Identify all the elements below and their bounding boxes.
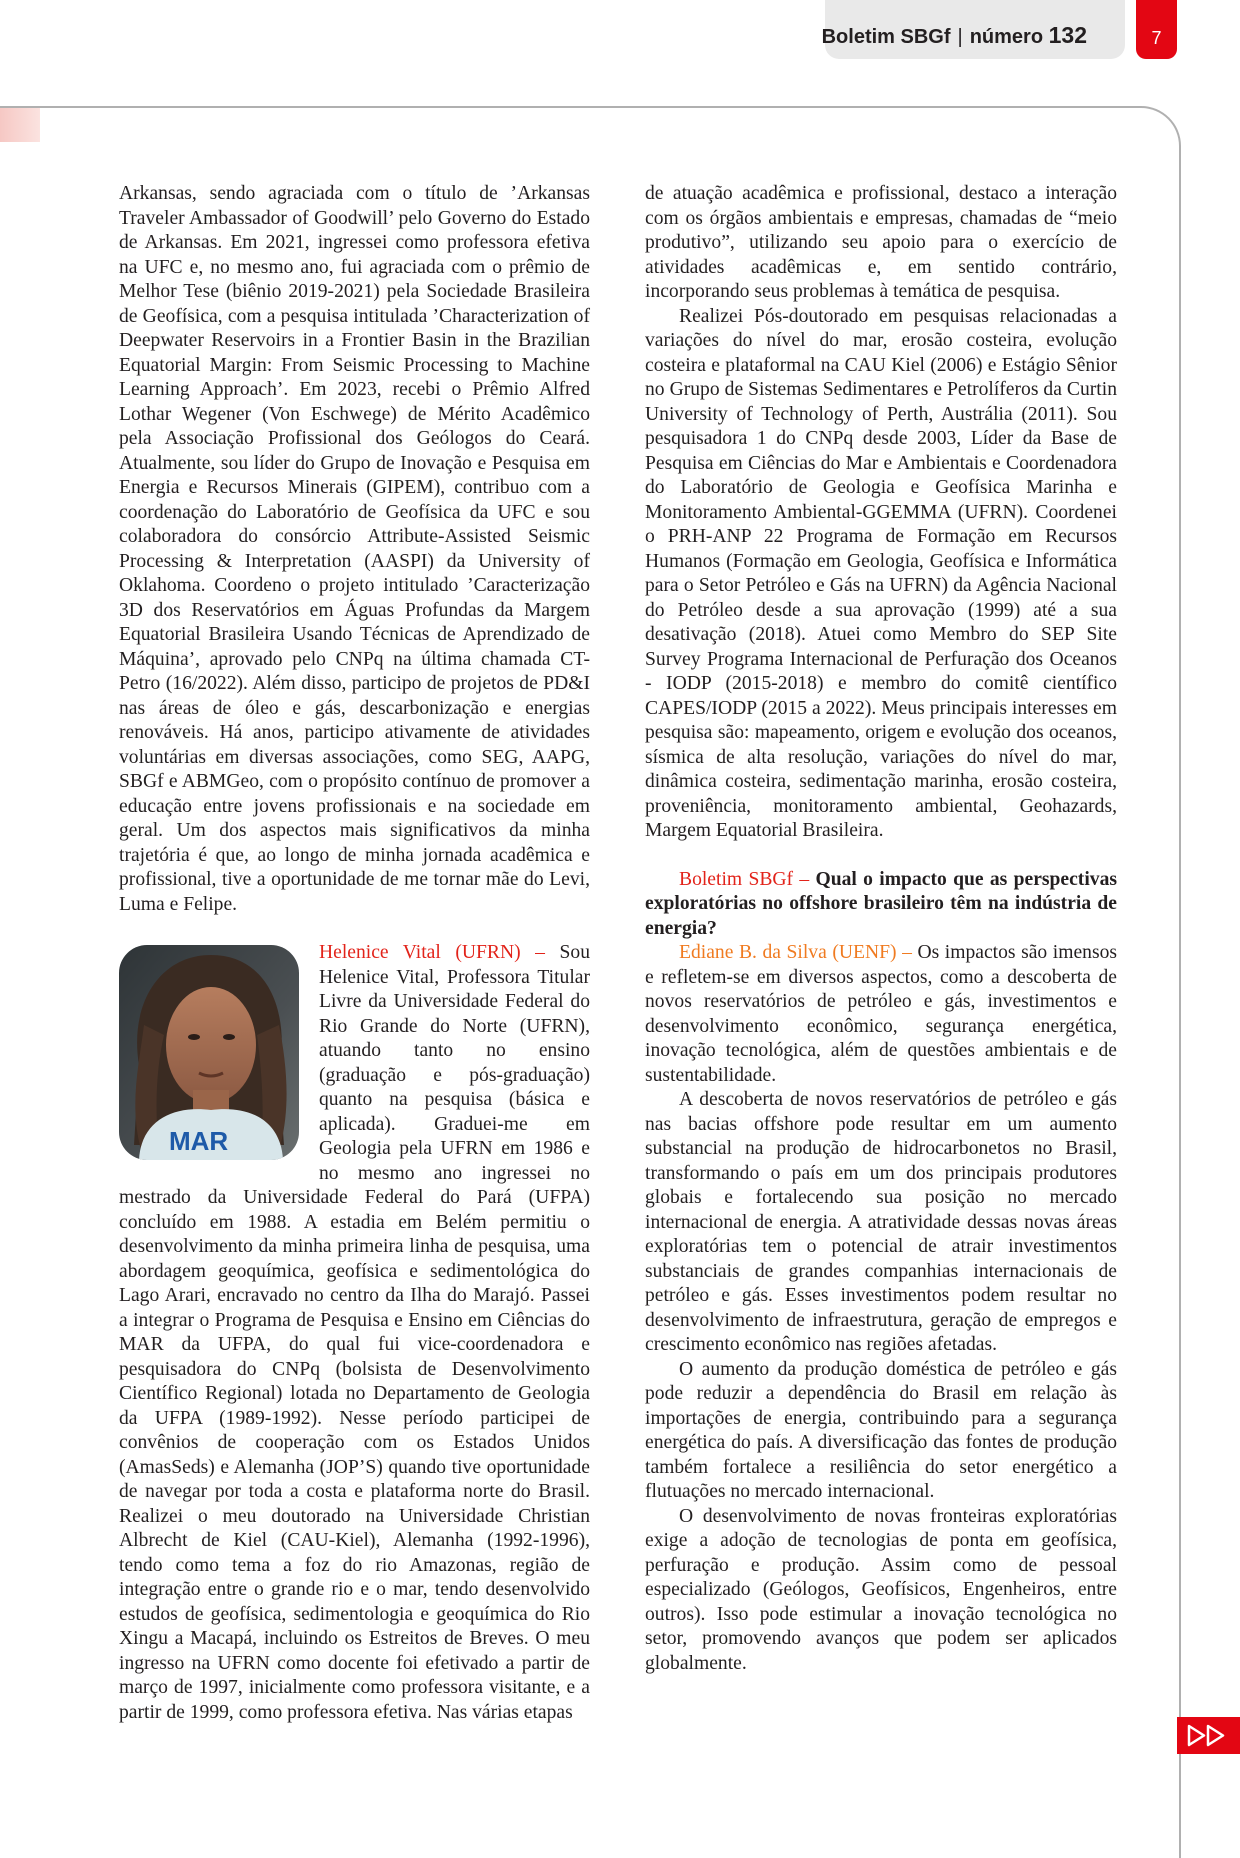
right-paragraph-2: Realizei Pós-doutorado em pesquisas relacionadas a variações do nível do mar, erosão costeira, evolução costeira e plataformal na CAU Kiel (2006) e Estágio Sênior no Grupo de Sistemas Sedimentares e Petrolíferos da Curtin University of Technology of Perth, Austrália (2011). Sou pesquisadora 1 do CNPq desde 2003, Líder da Base de Pesquisa em Ciências do Mar e Ambientais e Coordenadora do Laboratório de Geologia e Geofísica Marinha e Monitoramento Ambiental-GGEMMA (UFRN). Coordenei o PRH-ANP 22 Programa de Formação em Recursos Humanos (Formação em Geologia, Geofísica e Informática para o Setor Petróleo e Gás na UFRN) da Agência Nacional do Petróleo desde a sua aprovação (1999) até a sua desativação (2018). Atuei como Membro do SEP Site Survey Programa Internacional de Perfuração dos Oceanos - IODP (2015-2018) e membro do comitê científico CAPES/IODP (2015 a 2022). Meus principais interesses em pesquisa são: mapeamento, origem e evolução dos oceanos, sísmica de alta resolução, variações do nível do mar, dinâmica costeira, sedimentação marinha, erosão costeira, proveniência, monitoramento ambiental, Geohazards, Margem Equatorial Brasileira. [645,305,1117,841]
answer-paragraph-2: A descoberta de novos reservatórios de petróleo e gás nas bacias offshore pode resultar em um aumento substancial na produção de hidrocarbonetos no Brasil, transformando o país em um dos principais produtores globais e fortalecendo sua posição no mercado internacional de energia. A atratividade dessas novas áreas exploratórias tem o potencial de atrair investimentos substanciais de grandes companhias internacionais de petróleo e gás. Esses investimentos podem resultar no desenvolvimento de infraestrutura, geração de empregos e crescimento econômico nas regiões afetadas. [645,1089,1117,1355]
page-number-tab [1136,0,1177,59]
portrait-photo [119,945,299,1160]
double-triangle-right-icon [1177,1717,1240,1754]
header-separator: | [957,26,963,48]
next-page-button[interactable] [1177,1717,1240,1754]
answer-paragraph-3: O aumento da produção doméstica de petróleo e gás pode reduzir a dependência do Brasil em relação às importações de energia, contribuindo para a segurança energética do país. A diversificação das fontes de produção também fortalece a resiliência do setor energético a flutuações no mercado internacional. [645,1358,1117,1502]
left-paragraph-1: Arkansas, sendo agraciada com o título de ’Arkansas Traveler Ambassador of Goodwill’ pelo Governo do Estado de Arkansas. Em 2021, ingressei como professora efetiva na UFC e, no mesmo ano, fui agraciada com o prêmio de Melhor Tese (biênio 2019-2021) pela Sociedade Brasileira de Geofísica, com a pesquisa intitulada ’Characterization of Deepwater Reservoirs in a Frontier Basin in the Brazilian Equatorial Margin: From Seismic Processing to Machine Learning Approach’. Em 2023, recebi o Prêmio Alfred Lothar Wegener (Von Eschwege) de Mérito Acadêmico pela Associação Profissional dos Geólogos do Ceará. Atualmente, sou líder do Grupo de Inovação e Pesquisa em Energia e Recursos Minerais (GIPEM), contribuo com a coordenação do Laboratório de Geofísica da UFC e sou colaboradora do consórcio Attribute-Assisted Seismic Processing & Interpretation (AASPI) da University of Oklahoma. Coordeno o projeto intitulado ’Caracterização 3D dos Reservatórios em Águas Profundas da Margem Equatorial Brasileira Usando Técnicas de Aprendizado de Máquina’, aprovado pelo CNPq na última chamada CT-Petro (16/2022). Além disso, participo de projetos de PD&I nas áreas de óleo e gás, descarbonização e energias renováveis. Há anos, participo ativamente de atividades voluntárias em diversas associações, como SEG, AAPG, SBGf e ABMGeo, com o propósito contínuo de promover a educação entre jovens profissionais e na sociedade em geral. Um dos aspectos mais significativos da minha trajetória é que, ao longo de minha jornada acadêmica e profissional, tive a oportunidade de me tornar mãe do Levi, Luma e Felipe. [119,183,590,915]
page-number: 7 [1151,28,1162,48]
question-label: Boletim SBGf – [679,868,816,890]
running-header [822,22,1087,49]
right-column [645,182,1117,1676]
answer-paragraph-4: O desenvolvimento de novas fronteiras exploratórias exige a adoção de tecnologias de ponta em geofísica, perfuração e produção. Assim como de pessoal especializado (Geólogos, Geofísicos, Engenheiros, entre outros). Isso pode estimular a inovação tecnológica no setor, promovendo avanços que podem ser aplicados globalmente. [645,1505,1117,1674]
header-bar [821,0,1125,59]
right-paragraph-1: de atuação acadêmica e profissional, destaco a interação com os órgãos ambientais e empresas, chamadas de “meio produtivo”, utilizando seu apoio para o exercício de atividades acadêmicas e, em sentido contrário, incorporando seus problemas à temática de pesquisa. [645,183,1117,302]
answer-paragraph-1 [645,941,1117,1088]
question-text: Qual o impacto que as perspectivas exploratórias no offshore brasileiro têm na indústria de energia? [645,868,1117,939]
answer-text: Os impactos são imensos e refletem-se em diversos aspectos, como a descoberta de novos reservatórios de petróleo e gás, investimentos e desenvolvimento econômico, segurança energética, inovação tecnológica, além de questões ambientais e de sustentabilidade. [645,942,1117,1086]
paragraph-gap [119,917,590,941]
publication-name: Boletim SBGf [821,26,951,48]
speaker-ediane: Ediane B. da Silva (UENF) – [679,942,918,963]
left-paragraph-2-text: Sou Helenice Vital, Professora Titular Livre da Universidade Federal do Rio Grande do Norte (UFRN), atuando tanto no ensino (graduação e pós-graduação) quanto na pesquisa (básica e aplicada). Graduei-me em Geologia pela UFRN em 1986 e no mesmo ano ingressei no mestrado da Universidade Federal do Pará (UFPA) concluído em 1988. A estadia em Belém permitiu o desenvolvimento da minha primeira linha de pesquisa, uma abordagem geoquímica, geofísica e sedimentológica do Lago Arari, encravado no centro da Ilha do Marajó. Passei a integrar o Programa de Pesquisa e Ensino em Ciências do MAR da UFPA, do qual fui vice-coordenadora e pesquisadora do CNPq (bolsista de Desenvolvimento Científico Regional) lotada no Departamento de Geologia da UFPA (1989-1992). Nesse período participei de convênios de cooperação com os Estados Unidos (AmasSeds) e Alemanha (JOP’S) quando tive oportunidade de navegar por toda a costa e plataforma norte do Brasil. Realizei o meu doutorado na Universidade Christian Albrecht de Kiel (CAU-Kiel), Alemanha (1992-1996), tendo como tema a foz do rio Amazonas, região de integração entre o grande rio e o mar, tendo desenvolvido estudos de geofísica, sedimentologia e geoquímica do Rio Xingu a Macapá, incluindo os Estreitos de Breves. O meu ingresso na UFRN como docente foi efetivado a partir de março de 1997, inicialmente como professora visitante, e a partir de 1999, como professora efetiva. Nas várias etapas [119,942,590,1723]
paragraph-gap [645,844,1117,868]
portrait-image [119,945,299,1160]
shirt-text: MAR [169,1126,229,1156]
issue-word: número [969,26,1044,48]
left-column [119,182,590,1725]
speaker-helenice: Helenice Vital (UFRN) – [319,942,560,963]
question [645,868,1117,942]
issue-number: 132 [1048,22,1087,48]
